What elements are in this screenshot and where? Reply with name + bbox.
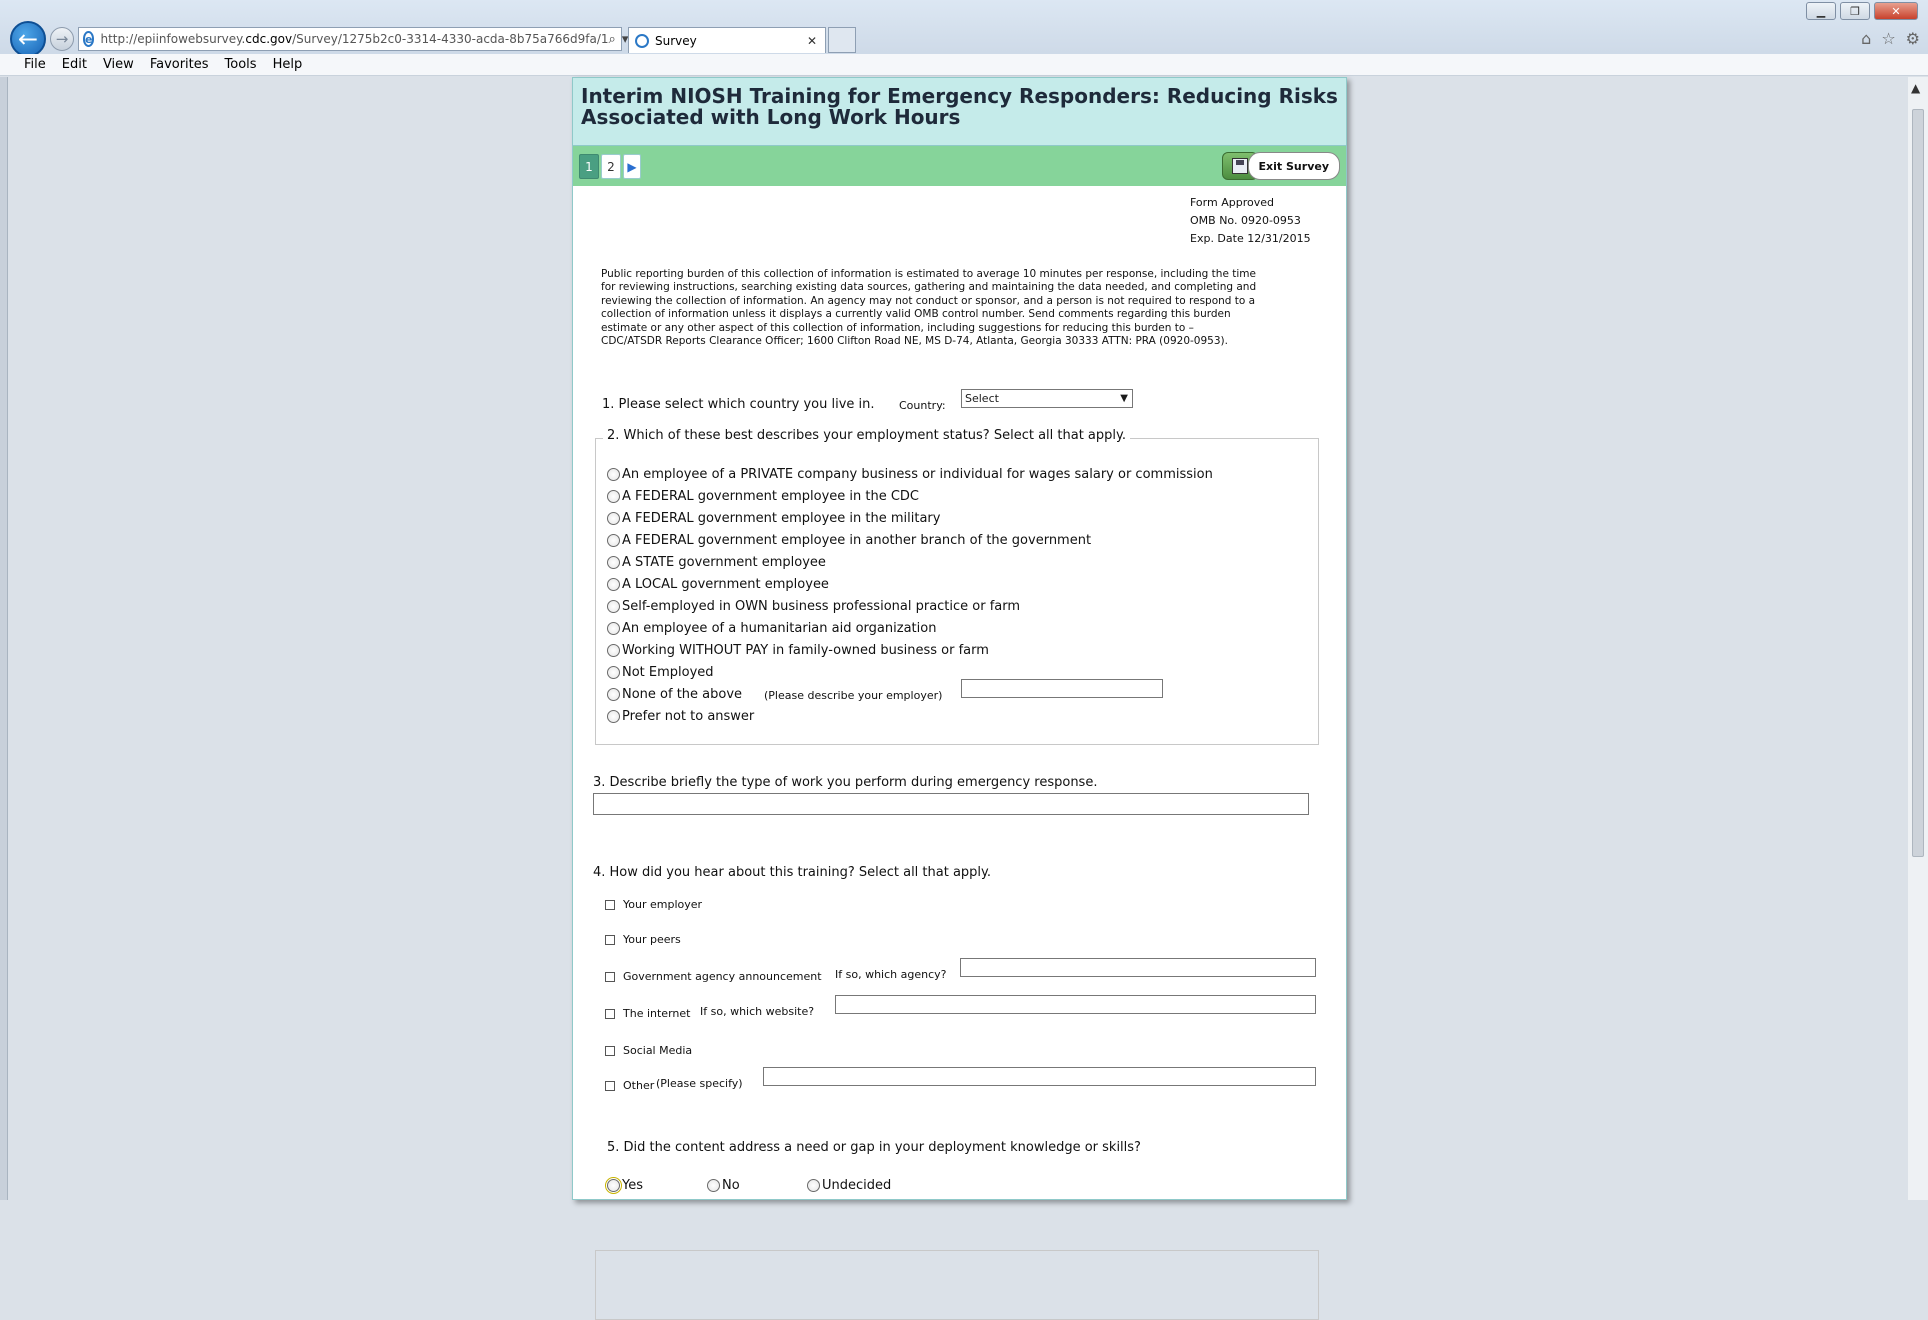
menu-favorites[interactable]: Favorites — [149, 57, 209, 72]
ie-logo-icon: e — [85, 32, 93, 46]
question-1-label: 1. Please select which country you live in. — [602, 397, 875, 412]
back-arrow-icon: ← — [17, 25, 39, 53]
forward-arrow-icon: → — [55, 30, 69, 48]
survey-toolbar — [573, 146, 1346, 186]
burden-line: CDC/ATSDR Reports Clearance Officer; 1600 Clifton Road NE, MS D-74, Atlanta, Georgia 30333 ATTN: PRA (0920-0953). — [601, 335, 1228, 348]
option-label: Undecided — [822, 1178, 892, 1193]
question-3-label: 3. Describe briefly the type of work you perform during emergency response. — [593, 775, 1098, 790]
country-selected-value: Select — [965, 392, 999, 405]
employment-option[interactable] — [607, 489, 919, 504]
scrollbar-thumb[interactable] — [1912, 109, 1924, 857]
option-label: A FEDERAL government employee in another branch of the government — [622, 533, 1092, 548]
menu-bar — [0, 54, 1928, 76]
option-label: Not Employed — [622, 665, 714, 680]
radio-button[interactable] — [607, 600, 620, 613]
burden-statement — [601, 268, 1311, 348]
source-option[interactable] — [605, 1079, 654, 1092]
source-option[interactable] — [605, 1044, 692, 1057]
burden-line: reviewing the collection of information. An agency may not conduct or sponsor, and a person is not required to respond to a — [601, 294, 1256, 307]
radio-button[interactable] — [607, 644, 620, 657]
settings-gear-icon[interactable]: ⚙ — [1905, 29, 1920, 48]
radio-button[interactable] — [607, 688, 620, 701]
country-select[interactable] — [961, 389, 1133, 408]
exit-survey-button[interactable]: Exit Survey — [1248, 152, 1340, 180]
page-1-button[interactable]: 1 — [579, 154, 599, 179]
save-disk-icon — [1232, 158, 1248, 174]
radio-button[interactable] — [607, 666, 620, 679]
menu-file[interactable]: File — [24, 57, 46, 72]
next-page-button[interactable]: ▶ — [623, 154, 641, 179]
radio-button[interactable] — [607, 578, 620, 591]
employment-option[interactable] — [607, 665, 714, 680]
url-path: /Survey/1275b2c0-3314-4330-acda-8b75a766d9fa/1 — [292, 32, 609, 46]
url-prefix: http://epiinfowebsurvey. — [100, 32, 246, 46]
employment-option[interactable] — [607, 643, 989, 658]
option-label: A LOCAL government employee — [622, 577, 829, 592]
checkbox[interactable] — [605, 972, 615, 982]
question-2-label: 2. Which of these best describes your employment status? Select all that apply. — [603, 428, 1130, 443]
window-controls — [1806, 2, 1918, 20]
option-label: Your employer — [623, 898, 703, 911]
option-label: A FEDERAL government employee in the CDC — [622, 489, 920, 504]
close-window-button[interactable]: ✕ — [1874, 2, 1918, 20]
country-label: Country: — [899, 399, 946, 412]
search-icon[interactable]: ⌕ — [608, 31, 616, 47]
restore-button[interactable]: ❐ — [1840, 2, 1870, 20]
option-label: The internet — [623, 1007, 691, 1020]
left-rail — [0, 77, 8, 1200]
option-label: Prefer not to answer — [622, 709, 755, 724]
survey-title: Interim NIOSH Training for Emergency Responders: Reducing Risks Associated with Long Work Hours — [581, 84, 1338, 129]
website-input[interactable] — [835, 995, 1316, 1014]
forward-button[interactable] — [50, 27, 74, 51]
menu-edit[interactable]: Edit — [61, 57, 87, 72]
option-label: None of the above — [622, 687, 743, 702]
employment-option[interactable] — [607, 709, 754, 724]
survey-header — [573, 78, 1346, 146]
option-label: Working WITHOUT PAY in family-owned business or farm — [622, 643, 989, 658]
agency-input[interactable] — [960, 958, 1316, 977]
employment-option[interactable] — [607, 467, 1213, 482]
question-4-label: 4. How did you hear about this training? Select all that apply. — [593, 865, 992, 880]
tab-ie-icon — [635, 34, 649, 48]
source-option[interactable] — [605, 970, 822, 983]
specify-label: (Please specify) — [656, 1077, 743, 1090]
survey-form — [572, 77, 1347, 1200]
omb-line-1: Form Approved — [1190, 196, 1274, 209]
q5-option-yes[interactable] — [607, 1178, 643, 1193]
option-label: An employee of a humanitarian aid organization — [622, 621, 937, 636]
employment-option[interactable] — [607, 577, 829, 592]
q5-option-undecided[interactable] — [807, 1178, 891, 1193]
radio-button[interactable] — [607, 534, 620, 547]
question-5-label: 5. Did the content address a need or gap in your deployment knowledge or skills? — [603, 1140, 1145, 1155]
other-specify-input[interactable] — [763, 1067, 1316, 1086]
address-bar[interactable] — [78, 27, 629, 51]
option-label: Other — [623, 1079, 655, 1092]
question-5-group — [595, 1250, 1319, 1320]
back-button[interactable] — [10, 21, 46, 57]
chevron-down-icon: ▼ — [1120, 393, 1128, 404]
option-label: A STATE government employee — [622, 555, 826, 570]
option-label: Social Media — [623, 1044, 693, 1057]
radio-button[interactable] — [607, 512, 620, 525]
menu-help[interactable]: Help — [272, 57, 303, 72]
radio-button[interactable] — [607, 468, 620, 481]
employment-option[interactable] — [607, 511, 940, 526]
browser-chrome — [0, 0, 1928, 58]
burden-line: collection of information unless it displays a currently valid OMB control number. Send comments regarding this burden — [601, 308, 1231, 321]
agency-label: If so, which agency? — [835, 968, 947, 981]
scroll-up-icon[interactable]: ▲ — [1911, 81, 1921, 95]
minimize-button[interactable]: ▁ — [1806, 2, 1836, 20]
radio-button[interactable] — [807, 1179, 820, 1192]
tab-title: Survey — [655, 33, 697, 48]
source-option[interactable] — [605, 933, 681, 946]
radio-button[interactable] — [607, 490, 620, 503]
menu-view[interactable]: View — [102, 57, 134, 72]
omb-line-2: OMB No. 0920-0953 — [1190, 214, 1301, 227]
employment-option[interactable] — [607, 621, 936, 636]
checkbox[interactable] — [605, 1009, 615, 1019]
source-option[interactable] — [605, 898, 702, 911]
option-label: Self-employed in OWN business professional practice or farm — [622, 599, 1021, 614]
option-label: Your peers — [623, 933, 681, 946]
favorites-star-icon[interactable]: ☆ — [1881, 29, 1896, 48]
option-label: An employee of a PRIVATE company business or individual for wages salary or commission — [622, 467, 1213, 482]
describe-employer-label: (Please describe your employer) — [764, 689, 943, 702]
option-label: No — [722, 1178, 740, 1193]
tab-survey[interactable] — [628, 27, 826, 53]
omb-info — [1190, 194, 1311, 248]
option-label: Government agency announcement — [623, 970, 822, 983]
checkbox[interactable] — [605, 900, 615, 910]
q5-option-no[interactable] — [707, 1178, 740, 1193]
employment-option[interactable] — [607, 687, 742, 702]
omb-line-3: Exp. Date 12/31/2015 — [1190, 232, 1311, 245]
page-2-button[interactable]: 2 — [601, 154, 621, 179]
checkbox[interactable] — [605, 1046, 615, 1056]
website-label: If so, which website? — [700, 1005, 815, 1018]
option-label: A FEDERAL government employee in the military — [622, 511, 941, 526]
vertical-scrollbar[interactable] — [1908, 77, 1928, 1200]
describe-employer-input[interactable] — [961, 679, 1163, 698]
checkbox[interactable] — [605, 935, 615, 945]
work-description-input[interactable] — [593, 793, 1309, 815]
employment-option[interactable] — [607, 555, 826, 570]
employment-option[interactable] — [607, 599, 1020, 614]
radio-button[interactable] — [607, 622, 620, 635]
radio-button[interactable] — [707, 1179, 720, 1192]
burden-line: for reviewing instructions, searching existing data sources, gathering and maintaining the data needed, and completing and — [601, 281, 1257, 294]
close-tab-icon[interactable]: ✕ — [806, 33, 817, 48]
dropdown-arrow-icon[interactable]: ▾ — [621, 31, 629, 47]
employment-option[interactable] — [607, 533, 1091, 548]
url-domain: cdc.gov — [245, 32, 293, 46]
option-label: Yes — [622, 1178, 643, 1193]
source-option[interactable] — [605, 1007, 690, 1020]
new-tab-button[interactable] — [828, 27, 856, 53]
radio-button[interactable] — [607, 1179, 620, 1192]
radio-button[interactable] — [607, 556, 620, 569]
menu-tools[interactable]: Tools — [224, 57, 257, 72]
burden-line: Public reporting burden of this collection of information is estimated to average 10 minutes per response, including the time — [601, 268, 1256, 280]
burden-line: estimate or any other aspect of this collection of information, including suggestions for reducing this burden to – — [601, 321, 1194, 334]
checkbox[interactable] — [605, 1081, 615, 1091]
radio-button[interactable] — [607, 710, 620, 723]
url-text — [100, 32, 608, 46]
home-icon[interactable]: ⌂ — [1861, 29, 1872, 48]
